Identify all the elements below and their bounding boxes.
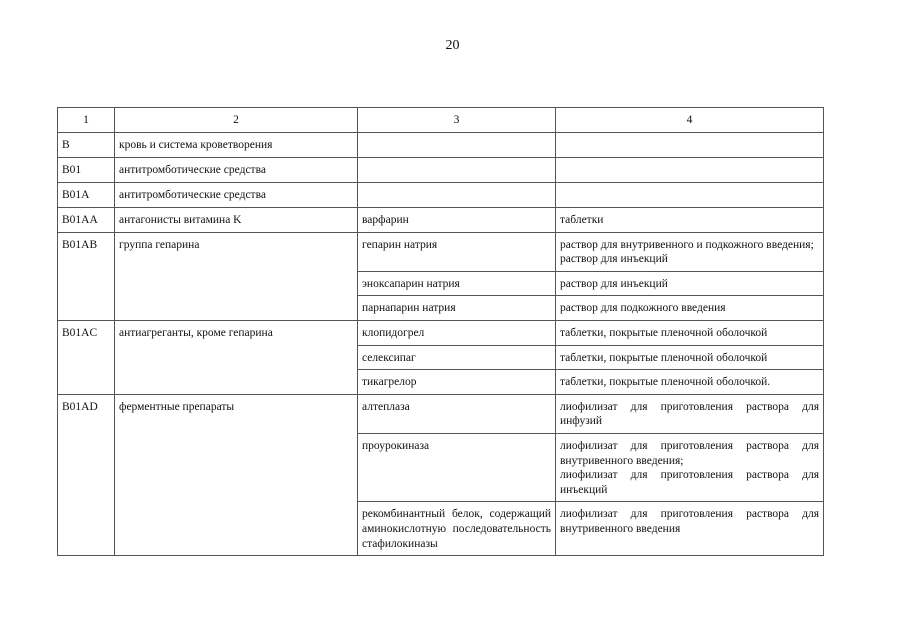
dosage-form: таблетки <box>556 207 824 232</box>
dosage-form: таблетки, покрытые пленочной оболочкой. <box>556 370 824 395</box>
atc-code: B01AA <box>58 207 115 232</box>
drug-name: селексипаг <box>358 345 556 370</box>
dosage-form <box>556 182 824 207</box>
table-row <box>58 394 824 433</box>
group-name: кровь и система кроветворения <box>115 132 358 157</box>
drug-name: парнапарин натрия <box>358 296 556 321</box>
atc-code: B01A <box>58 182 115 207</box>
group-name: антитромботические средства <box>115 182 358 207</box>
table-header-row <box>58 108 824 133</box>
drug-name: клопидогрел <box>358 320 556 345</box>
page-number: 20 <box>445 38 460 53</box>
dosage-form: лиофилизат для приготовления раствора для инфузий <box>556 394 824 433</box>
dosage-form-line: лиофилизат для приготовления раствора для инъекций <box>560 469 819 496</box>
table-row <box>58 207 824 232</box>
drug-name: варфарин <box>358 207 556 232</box>
dosage-form: раствор для инъекций <box>556 271 824 296</box>
dosage-form: лиофилизат для приготовления раствора для внутривенного введения <box>556 502 824 556</box>
table-row <box>58 232 824 271</box>
group-name: ферментные препараты <box>115 394 358 555</box>
drug-name: тикагрелор <box>358 370 556 395</box>
group-name: группа гепарина <box>115 232 358 320</box>
dosage-form: раствор для подкожного введения <box>556 296 824 321</box>
group-name: антагонисты витамина K <box>115 207 358 232</box>
column-header: 3 <box>358 108 556 133</box>
drug-name <box>358 132 556 157</box>
table-row <box>58 182 824 207</box>
group-name: антиагреганты, кроме гепарина <box>115 320 358 394</box>
drug-name: проурокиназа <box>358 433 556 501</box>
table-row <box>58 157 824 182</box>
atc-code: B01AD <box>58 394 115 555</box>
group-name: антитромботические средства <box>115 157 358 182</box>
atc-code: B <box>58 132 115 157</box>
drug-name: рекомбинантный белок, содержащий аминокислотную последовательность стафилокиназы <box>358 502 556 556</box>
dosage-form <box>556 132 824 157</box>
table-row <box>58 132 824 157</box>
table-row <box>58 320 824 345</box>
dosage-form <box>556 157 824 182</box>
drug-name: эноксапарин натрия <box>358 271 556 296</box>
dosage-form: таблетки, покрытые пленочной оболочкой <box>556 320 824 345</box>
drug-name: гепарин натрия <box>358 232 556 271</box>
dosage-form: таблетки, покрытые пленочной оболочкой <box>556 345 824 370</box>
drug-name <box>358 182 556 207</box>
atc-code: B01AB <box>58 232 115 320</box>
column-header: 4 <box>556 108 824 133</box>
column-header: 2 <box>115 108 358 133</box>
dosage-form-line: раствор для внутривенного и подкожного введения; <box>560 238 814 251</box>
drug-name <box>358 157 556 182</box>
dosage-form <box>556 433 824 501</box>
dosage-form-line: раствор для инъекций <box>560 253 668 266</box>
atc-code: B01AC <box>58 320 115 394</box>
drug-table <box>57 107 824 556</box>
drug-name: алтеплаза <box>358 394 556 433</box>
dosage-form <box>556 232 824 271</box>
atc-code: B01 <box>58 157 115 182</box>
dosage-form-line: лиофилизат для приготовления раствора для внутривенного введения; <box>560 439 819 467</box>
column-header: 1 <box>58 108 115 133</box>
